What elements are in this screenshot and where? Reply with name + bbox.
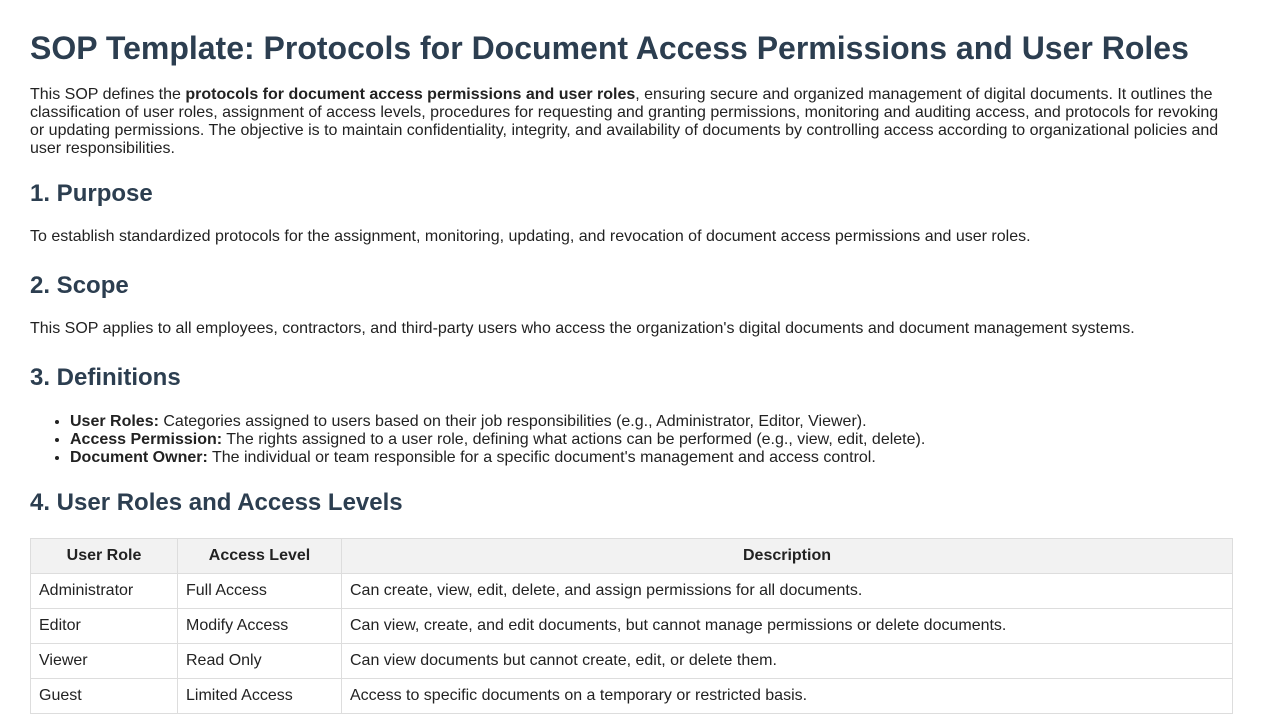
cell-access-level: Modify Access [178,609,342,644]
table-row [31,609,1233,644]
cell-user-role: Editor [31,609,178,644]
scope-heading: 2. Scope [30,272,129,299]
definition-item [70,413,1233,431]
definition-text: Categories assigned to users based on their job responsibilities (e.g., Administrator, Editor, Viewer). [158,413,867,430]
purpose-heading: 1. Purpose [30,180,153,207]
cell-access-level: Read Only [178,644,342,679]
intro-prefix: This SOP defines the [30,86,186,103]
definitions-heading: 3. Definitions [30,364,181,391]
cell-access-level: Limited Access [178,679,342,714]
cell-description: Can view documents but cannot create, edit, or delete them. [342,644,1233,679]
cell-description: Can view, create, and edit documents, but cannot manage permissions or delete documents. [342,609,1233,644]
table-header-row [31,539,1233,574]
table-row [31,644,1233,679]
scope-text: This SOP applies to all employees, contractors, and third-party users who access the organization's digital documents and document management systems. [30,320,1135,337]
table-row [31,574,1233,609]
intro-bold: protocols for document access permissions and user roles [185,86,636,103]
definition-item [70,449,1233,467]
definition-term: Document Owner: [70,449,208,466]
cell-user-role: Guest [31,679,178,714]
column-header-access-level: Access Level [178,539,342,574]
cell-user-role: Viewer [31,644,178,679]
definition-term: User Roles: [70,413,159,430]
cell-description: Can create, view, edit, delete, and assign permissions for all documents. [342,574,1233,609]
definition-text: The rights assigned to a user role, defining what actions can be performed (e.g., view, edit, delete). [222,431,926,448]
column-header-user-role: User Role [31,539,178,574]
cell-access-level: Full Access [178,574,342,609]
page-title: SOP Template: Protocols for Document Access Permissions and User Roles [30,30,1189,66]
intro-suffix: , ensuring secure and organized management of digital documents. It outlines the classification of user roles, assignment of access levels, procedures for requesting and granting permissions, monitoring and auditing access, and protocols for revoking or updating permissions. The objective is to maintain confidentiality, integrity, and availability of documents by controlling access according to organizational policies and user responsibilities. [30,86,1219,157]
table-row [31,679,1233,714]
roles-heading: 4. User Roles and Access Levels [30,489,403,516]
definition-term: Access Permission: [70,431,223,448]
intro-paragraph [30,86,1230,158]
definition-item [70,431,1233,449]
definition-text: The individual or team responsible for a specific document's management and access control. [207,449,876,466]
definitions-list [30,413,1233,467]
cell-description: Access to specific documents on a temporary or restricted basis. [342,679,1233,714]
roles-table [30,538,1233,714]
purpose-text: To establish standardized protocols for the assignment, monitoring, updating, and revocation of document access permissions and user roles. [30,228,1031,245]
cell-user-role: Administrator [31,574,178,609]
column-header-description: Description [342,539,1233,574]
